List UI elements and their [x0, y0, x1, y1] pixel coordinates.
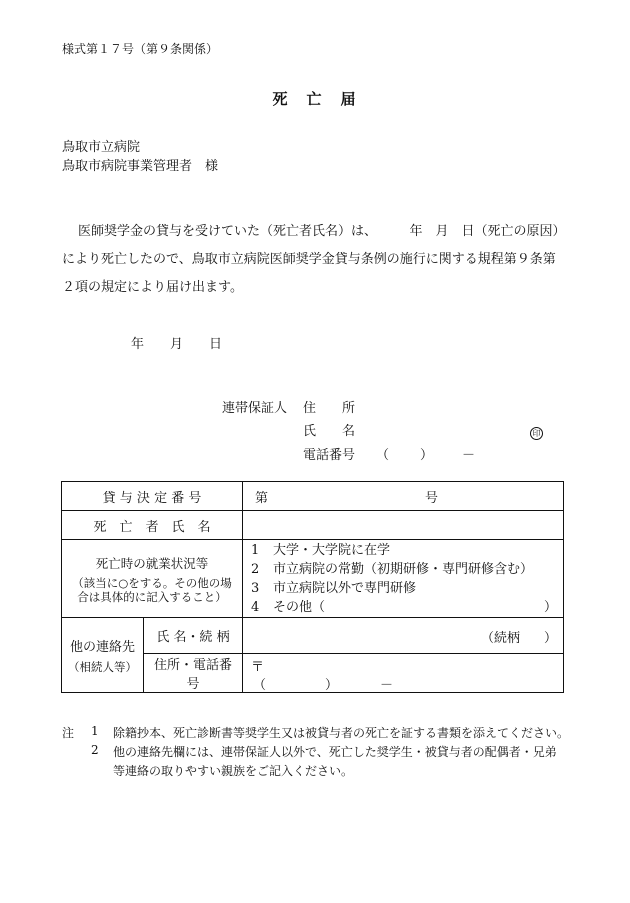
contact-phone-open: （: [253, 678, 267, 693]
date-line: 年 月 日: [131, 337, 223, 352]
note-1-number: 1: [91, 724, 99, 738]
note-2-text: 他の連絡先欄には、連帯保証人以外で、死亡した奨学生・被貸与者の配偶者・兄弟: [113, 745, 557, 759]
guarantor-name-label: 氏 名: [303, 424, 356, 439]
loan-number-suffix: 号: [425, 490, 439, 506]
employment-option[interactable]: 4 その他（ ）: [251, 599, 558, 615]
relation-open: （続柄: [481, 631, 521, 646]
contact-phone-dash: －: [380, 678, 394, 693]
contact-phone-close: ）: [325, 678, 339, 693]
contact-name-field[interactable]: [243, 618, 564, 654]
employment-label-cell: [62, 540, 243, 618]
form-number: 様式第１７号（第９条関係）: [62, 42, 219, 56]
guarantor-phone-dash: －: [462, 448, 476, 463]
loan-number-row: [62, 482, 564, 511]
guarantor-address-label: 住 所: [303, 401, 356, 416]
body-line-2: により死亡したので、鳥取市立病院医師奨学金貸与条例の施行に関する規程第９条第: [62, 252, 556, 267]
postal-mark: 〒: [251, 660, 265, 675]
contact-address-phone-label: 住所・電話番号: [144, 654, 243, 693]
loan-number-label: 貸 与 決 定 番 号: [62, 482, 243, 511]
loan-number-prefix: 第: [255, 490, 269, 506]
seal-mark: 印: [530, 421, 543, 440]
note-2-number: 2: [91, 743, 99, 757]
contact-address-field[interactable]: [243, 654, 564, 693]
employment-option[interactable]: 1 大学・大学院に在学: [251, 542, 391, 558]
guarantor-phone-open: （: [376, 448, 390, 463]
addressee-hospital: 鳥取市立病院: [62, 140, 141, 155]
document-title: 死 亡 届: [272, 90, 358, 108]
employment-options-cell[interactable]: [243, 540, 564, 618]
relation-close: ）: [544, 631, 558, 646]
deceased-name-row: [62, 511, 564, 540]
contact-sublabel: （相続人等）: [68, 659, 137, 674]
employment-option[interactable]: 3 市立病院以外で専門研修: [251, 580, 417, 596]
notes-prefix: 注: [62, 726, 75, 740]
employment-row: [62, 540, 564, 618]
guarantor-role: 連帯保証人: [222, 401, 288, 416]
loan-number-field[interactable]: [243, 482, 564, 511]
deceased-name-label: 死 亡 者 氏 名: [62, 511, 243, 540]
guarantor-phone-close: ）: [420, 448, 434, 463]
contact-name-row: [62, 618, 564, 654]
addressee-manager: 鳥取市病院事業管理者 様: [62, 159, 219, 174]
note-1-text: 除籍抄本、死亡診断書等奨学生又は被貸与者の死亡を証する書類を添えてください。: [113, 726, 570, 740]
contact-label: 他の連絡先: [69, 639, 135, 655]
info-table: [61, 481, 564, 693]
body-line-3: ２項の規定により届け出ます。: [62, 280, 243, 295]
deceased-name-field[interactable]: [243, 511, 564, 540]
contact-label-cell: [62, 618, 144, 693]
employment-label: 死亡時の就業状況等: [95, 555, 209, 571]
employment-option[interactable]: 2 市立病院の常勤（初期研修・専門研修含む）: [251, 561, 534, 577]
note-2-continuation: 等連絡の取りやすい親族をご記入ください。: [113, 764, 354, 778]
body-line-1: 医師奨学金の貸与を受けていた（死亡者氏名）は、 年 月 日（死亡の原因）: [78, 224, 566, 239]
employment-other-close: ）: [544, 599, 558, 615]
employment-note: （該当に○をする。その他の場合は具体的に記入すること）: [72, 575, 232, 604]
contact-name-relation-label: 氏 名・続 柄: [144, 618, 243, 654]
guarantor-phone-label: 電話番号: [303, 448, 356, 463]
